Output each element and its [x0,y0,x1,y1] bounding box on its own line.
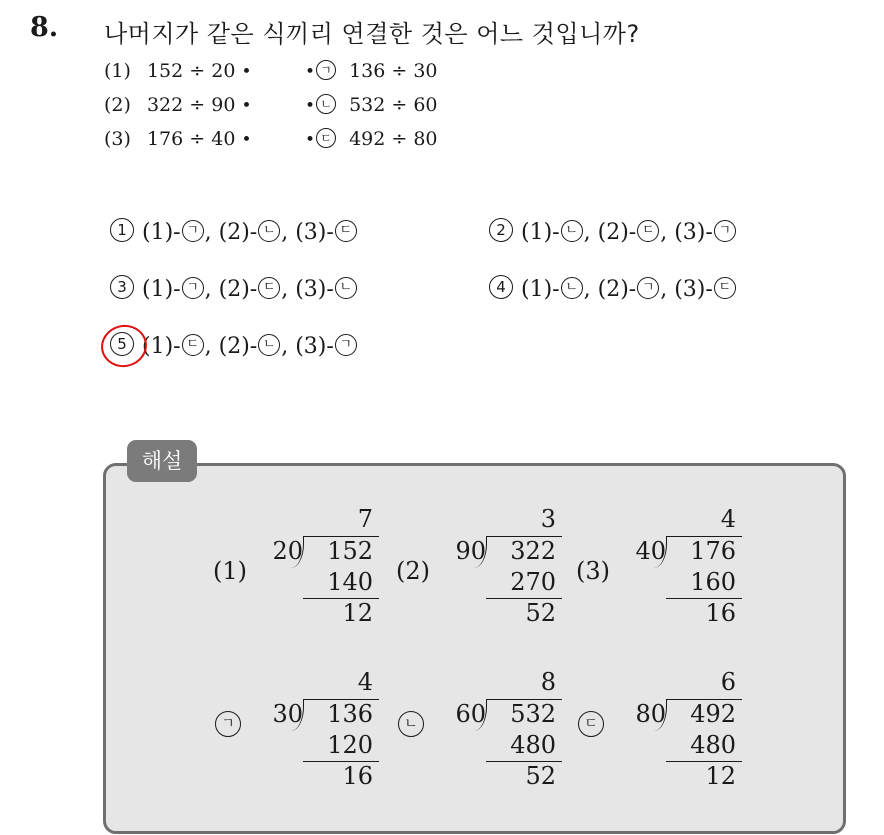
product: 480 [690,731,736,759]
quotient: 4 [720,505,736,533]
circled-label: ㄴ [258,334,280,356]
choice-3[interactable]: 3 (1)- ㄱ , (2)- ㄷ , (3)- ㄴ [110,277,358,302]
divisor: 60 [455,700,486,728]
quotient: 6 [720,668,736,696]
left-item-1: (1) 152 ÷ 20 • [104,60,252,82]
choice-number: 3 [110,275,134,299]
circled-label: ㄴ [561,277,583,299]
circled-label: ㄴ [561,220,583,242]
match-dot: • [241,62,252,82]
right-item-2: • ㄴ 532 ÷ 60 [305,94,438,116]
remainder: 12 [705,762,736,790]
product: 160 [690,568,736,596]
product: 480 [510,731,556,759]
remainder: 52 [525,599,556,627]
right-item-1: • ㄱ 136 ÷ 30 [305,60,438,82]
quotient: 3 [540,505,556,533]
circled-label: ㄷ [258,277,280,299]
dividend: 152 [327,537,373,565]
division-label: (3) [576,557,610,585]
dividend: 492 [690,700,736,728]
circled-label: ㄷ [637,220,659,242]
choice-5[interactable]: 5 (1)- ㄷ , (2)- ㄴ , (3)- ㄱ [110,334,358,359]
dividend: 136 [327,700,373,728]
circled-label: ㄴ [258,220,280,242]
product: 140 [327,568,373,596]
divisor: 30 [272,700,303,728]
circled-label: ㄱ [335,334,357,356]
left-item-3: (3) 176 ÷ 40 • [104,128,252,150]
choice-1[interactable]: 1 (1)- ㄱ , (2)- ㄴ , (3)- ㄷ [110,220,358,245]
circled-label: ㄴ [316,94,336,114]
division-label: (1) [213,557,247,585]
question-number: 8. [30,12,59,43]
circled-label: ㄱ [316,60,336,80]
quotient: 8 [540,668,556,696]
remainder: 52 [525,762,556,790]
divisor: 90 [455,537,486,565]
match-dot: • [305,96,316,116]
quotient: 7 [357,505,373,533]
product: 120 [327,731,373,759]
circled-label: ㄱ [637,277,659,299]
remainder: 16 [342,762,373,790]
division-label: ㄴ [398,711,424,737]
circled-label: ㄱ [714,220,736,242]
division-label: ㄱ [215,711,241,737]
choice-number: 5 [110,332,134,356]
circled-label: ㄷ [335,220,357,242]
remainder: 16 [705,599,736,627]
choice-2[interactable]: 2 (1)- ㄴ , (2)- ㄷ , (3)- ㄱ [489,220,737,245]
match-dot: • [305,62,316,82]
divisor: 40 [635,537,666,565]
quotient: 4 [357,668,373,696]
choice-number: 4 [489,275,513,299]
match-dot: • [241,130,252,150]
circled-label: ㄷ [714,277,736,299]
circled-label: ㄱ [182,277,204,299]
choice-4[interactable]: 4 (1)- ㄴ , (2)- ㄱ , (3)- ㄷ [489,277,737,302]
remainder: 12 [342,599,373,627]
selected-answer-mark [97,321,151,372]
divisor: 80 [635,700,666,728]
circled-label: ㄴ [335,277,357,299]
division-label: (2) [396,557,430,585]
left-item-2: (2) 322 ÷ 90 • [104,94,252,116]
division-label: ㄷ [578,711,604,737]
question-text: 나머지가 같은 식끼리 연결한 것은 어느 것입니까? [104,20,640,48]
dividend: 532 [510,700,556,728]
choice-number: 2 [489,218,513,242]
match-dot: • [241,96,252,116]
choice-number: 1 [110,218,134,242]
solution-tag: 해설 [127,440,197,482]
match-dot: • [305,130,316,150]
circled-label: ㄱ [182,220,204,242]
dividend: 322 [510,537,556,565]
product: 270 [510,568,556,596]
right-item-3: • ㄷ 492 ÷ 80 [305,128,438,150]
divisor: 20 [272,537,303,565]
dividend: 176 [690,537,736,565]
circled-label: ㄷ [316,128,336,148]
circled-label: ㄷ [182,334,204,356]
